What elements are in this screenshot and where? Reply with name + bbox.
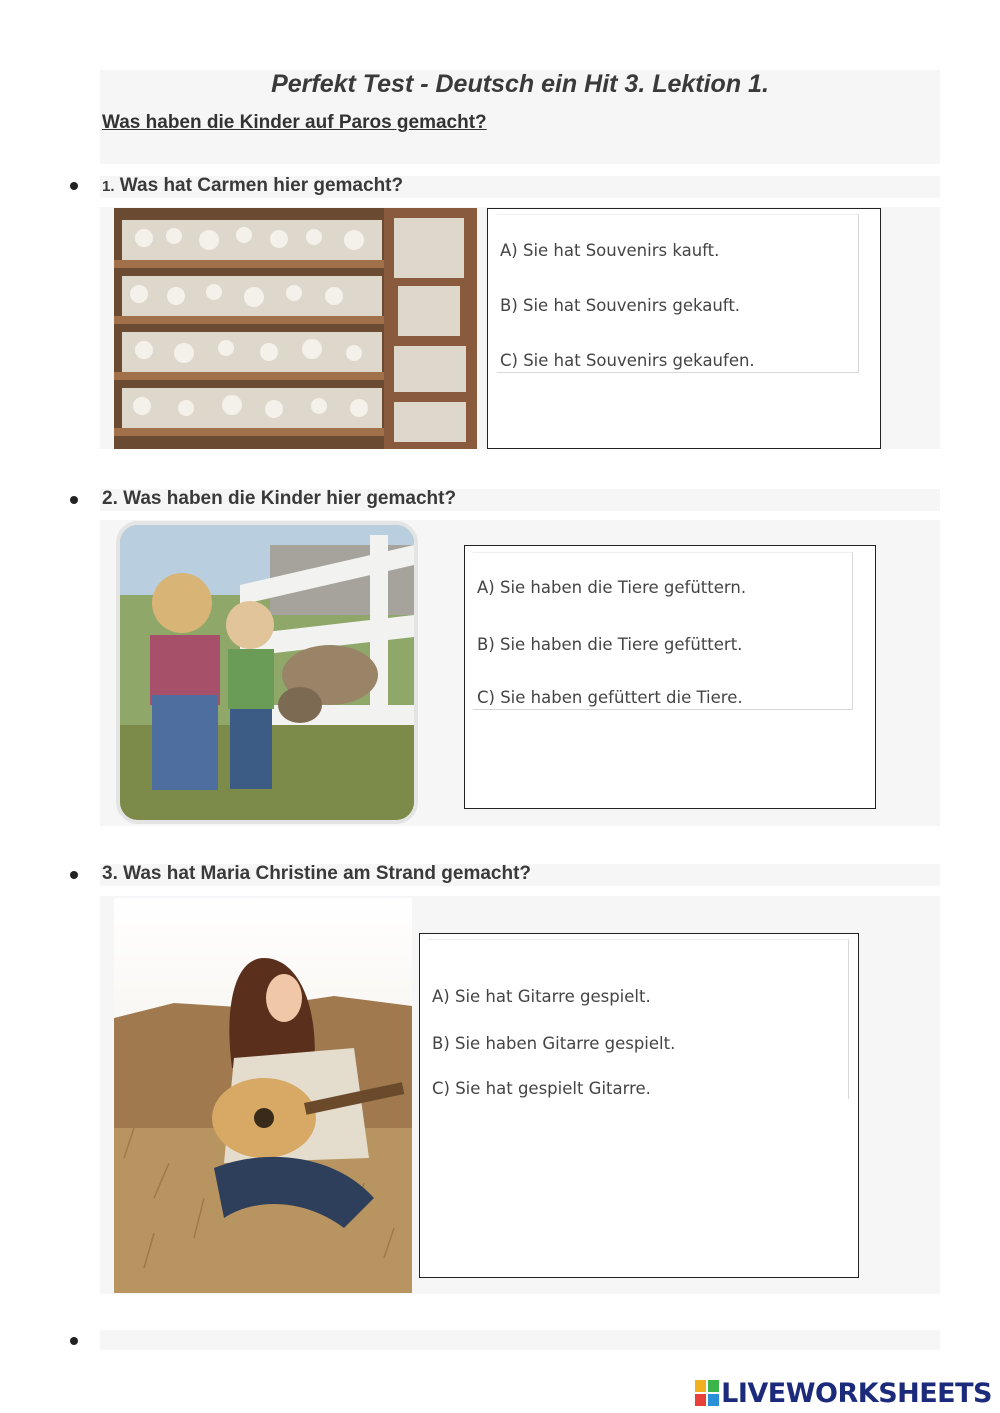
question-1-option-c[interactable]: C) Sie hat Souvenirs gekaufen.	[500, 351, 755, 370]
page-title: Perfekt Test - Deutsch ein Hit 3. Lektion 1.	[271, 70, 769, 98]
question-2-option-b[interactable]: B) Sie haben die Tiere gefüttert.	[477, 635, 743, 654]
page-subtitle: Was haben die Kinder auf Paros gemacht?	[102, 112, 487, 133]
question-1-option-b[interactable]: B) Sie hat Souvenirs gekauft.	[500, 296, 741, 315]
liveworksheets-logo-text: LIVEWORKSHEETS	[721, 1377, 992, 1409]
liveworksheets-logo	[695, 1376, 992, 1410]
question-3-text	[102, 863, 531, 885]
question-2-options-panel	[473, 552, 853, 710]
question-3-option-c[interactable]: C) Sie hat gespielt Gitarre.	[432, 1079, 651, 1098]
souvenir-shelves-photo	[114, 208, 477, 449]
question-3-option-b[interactable]: B) Sie haben Gitarre gespielt.	[432, 1034, 676, 1053]
bullet-icon	[70, 496, 78, 504]
question-2-label: Was haben die Kinder hier gemacht?	[123, 488, 457, 509]
question-1-option-a[interactable]: A) Sie hat Souvenirs kauft.	[500, 241, 720, 260]
question-3-option-a[interactable]: A) Sie hat Gitarre gespielt.	[432, 987, 651, 1006]
question-1-number: 1.	[102, 178, 115, 195]
girl-playing-guitar-photo	[114, 898, 412, 1293]
question-2-text	[102, 488, 456, 510]
liveworksheets-logo-icon	[695, 1380, 719, 1406]
question-3-options-panel	[428, 939, 849, 1099]
question-3-number: 3.	[102, 863, 118, 884]
bullet-icon	[70, 1337, 78, 1345]
bullet-icon	[70, 871, 78, 879]
question-2-option-a[interactable]: A) Sie haben die Tiere gefüttern.	[477, 578, 747, 597]
question-1-options-panel	[497, 214, 859, 373]
empty-item-band	[100, 1330, 940, 1350]
children-feeding-goat-photo	[116, 521, 418, 824]
question-2-number: 2.	[102, 488, 118, 509]
question-2-option-c[interactable]: C) Sie haben gefüttert die Tiere.	[477, 688, 743, 707]
bullet-icon	[70, 182, 78, 190]
question-1-text	[102, 175, 403, 197]
question-1-label: Was hat Carmen hier gemacht?	[119, 175, 404, 196]
question-3-label: Was hat Maria Christine am Strand gemacht?	[123, 863, 532, 884]
